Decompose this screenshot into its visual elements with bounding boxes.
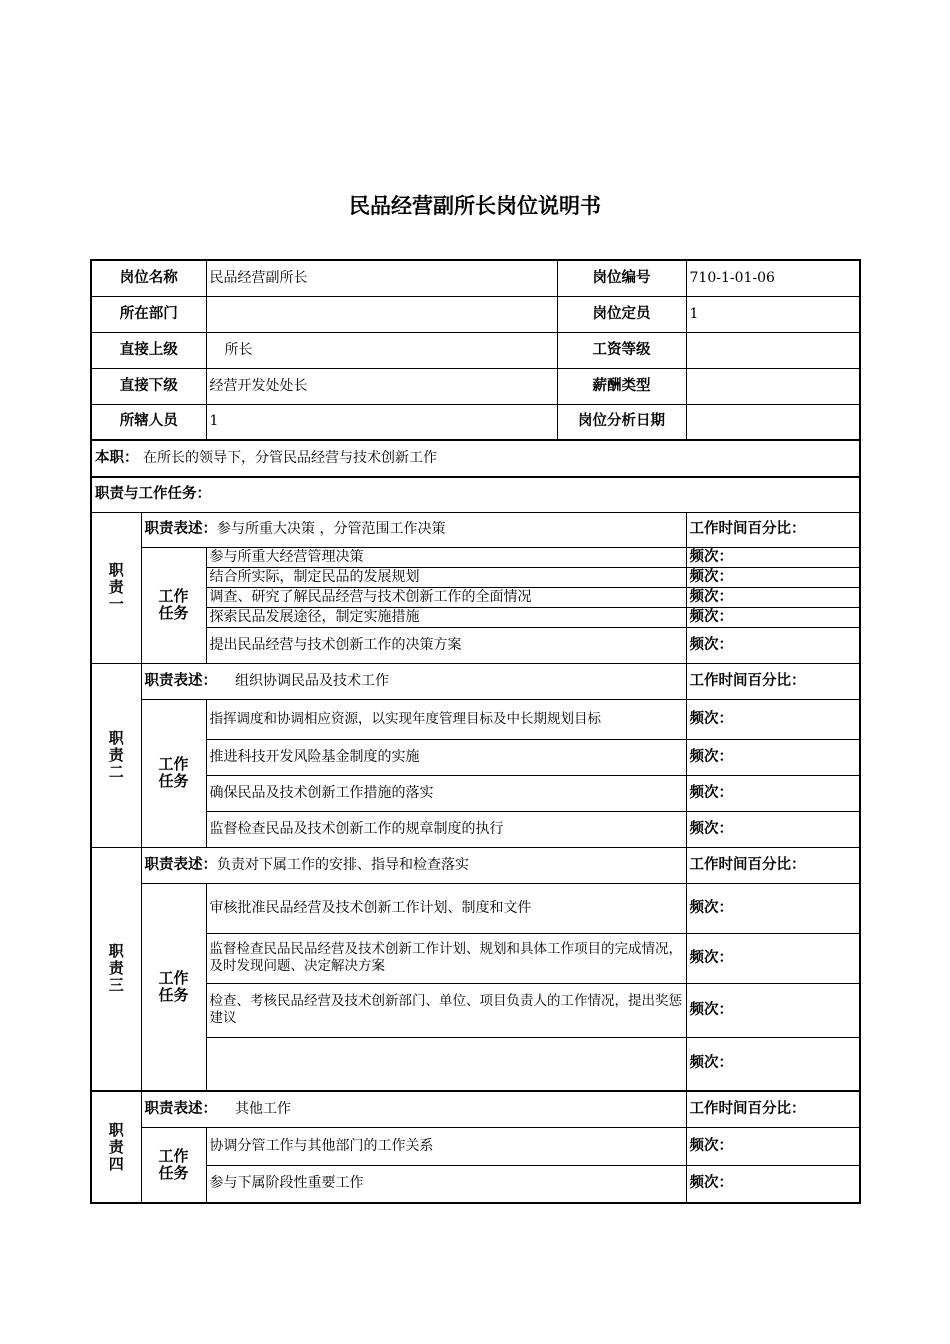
page-title: 民品经营副所长岗位说明书 bbox=[349, 194, 601, 218]
date-label: 岗位分析日期 bbox=[557, 404, 686, 440]
task-text: 指挥调度和协调相应资源，以实现年度管理目标及中长期规划目标 bbox=[206, 699, 686, 739]
task-text: 审核批准民品经营及技术创新工作计划、制度和文件 bbox=[206, 883, 686, 933]
task-row bbox=[91, 627, 860, 663]
pay-value bbox=[686, 368, 860, 404]
date-value bbox=[686, 404, 860, 440]
info-row bbox=[91, 404, 860, 440]
info-row bbox=[91, 332, 860, 368]
task-label-cell: 工作 任务 bbox=[141, 547, 206, 663]
task-text: 推进科技开发风险基金制度的实施 bbox=[206, 739, 686, 775]
dept-label: 所在部门 bbox=[91, 296, 206, 332]
task-row bbox=[91, 775, 860, 811]
freq-label: 频次： bbox=[686, 699, 860, 739]
code-value: 710-1-01-06 bbox=[686, 260, 860, 296]
freq-label: 频次： bbox=[686, 1037, 860, 1091]
superior-label: 直接上级 bbox=[91, 332, 206, 368]
freq-label: 频次： bbox=[686, 1165, 860, 1203]
pct-label: 工作时间百分比： bbox=[686, 663, 860, 699]
quota-label: 岗位定员 bbox=[557, 296, 686, 332]
freq-label: 频次： bbox=[686, 983, 860, 1037]
duty-statement-row: 职 责 一 职责表述：参与所重大决策 ，分管范围工作决策 工作时间百分比： bbox=[91, 512, 860, 547]
task-text: 协调分管工作与其他部门的工作关系 bbox=[206, 1127, 686, 1165]
quota-value: 1 bbox=[686, 296, 860, 332]
task-text bbox=[206, 1037, 686, 1091]
task-row bbox=[91, 699, 860, 739]
pct-label: 工作时间百分比： bbox=[686, 1091, 860, 1127]
freq-label: 频次： bbox=[686, 627, 860, 663]
staff-value: 1 bbox=[206, 404, 557, 440]
superior-value: 所长 bbox=[206, 332, 557, 368]
section-header-row bbox=[91, 477, 860, 512]
task-text: 参与下属阶段性重要工作 bbox=[206, 1165, 686, 1203]
task-text: 确保民品及技术创新工作措施的落实 bbox=[206, 775, 686, 811]
task-text: 参与所重大经营管理决策 bbox=[206, 547, 686, 567]
task-row bbox=[91, 1127, 860, 1165]
duty-text: 在所长的领导下，分管民品经营与技术创新工作 bbox=[142, 450, 437, 466]
pay-label: 薪酬类型 bbox=[557, 368, 686, 404]
info-row bbox=[91, 368, 860, 404]
freq-label: 频次： bbox=[686, 587, 860, 607]
pct-label: 工作时间百分比： bbox=[686, 847, 860, 883]
code-label: 岗位编号 bbox=[557, 260, 686, 296]
task-text: 监督检查民品民品经营及技术创新工作计划、规划和具体工作项目的完成情况，及时发现问题、决定解决方案 bbox=[206, 933, 686, 983]
duty-statement-row: 职 责 四 职责表述： 其他工作 工作时间百分比： bbox=[91, 1091, 860, 1127]
duty-statement: 组织协调民品及技术工作 bbox=[235, 672, 389, 689]
grade-label: 工资等级 bbox=[557, 332, 686, 368]
duty-row bbox=[91, 440, 860, 477]
task-text: 探索民品发展途径，制定实施措施 bbox=[206, 607, 686, 627]
task-row bbox=[91, 567, 860, 587]
duty-number-cell: 职 责 一 bbox=[91, 512, 141, 663]
freq-label: 频次： bbox=[686, 547, 860, 567]
duty-label: 本职： bbox=[95, 450, 139, 466]
task-row bbox=[91, 739, 860, 775]
freq-label: 频次： bbox=[686, 811, 860, 847]
task-label-cell: 工作 任务 bbox=[141, 1127, 206, 1203]
name-label: 岗位名称 bbox=[91, 260, 206, 296]
duty-statement-row: 职 责 二 职责表述： 组织协调民品及技术工作 工作时间百分比： bbox=[91, 663, 860, 699]
subordinate-value: 经营开发处处长 bbox=[206, 368, 557, 404]
task-row bbox=[91, 587, 860, 607]
task-text: 调查、研究了解民品经营与技术创新工作的全面情况 bbox=[206, 587, 686, 607]
dept-value bbox=[206, 296, 557, 332]
job-description-table bbox=[90, 259, 861, 1204]
freq-label: 频次： bbox=[686, 775, 860, 811]
duty-number-cell: 职 责 四 bbox=[91, 1091, 141, 1203]
grade-value bbox=[686, 332, 860, 368]
section-label: 职责与工作任务： bbox=[91, 477, 860, 512]
name-value: 民品经营副所长 bbox=[206, 260, 557, 296]
task-row bbox=[91, 607, 860, 627]
task-text: 提出民品经营与技术创新工作的决策方案 bbox=[206, 627, 686, 663]
task-text: 结合所实际，制定民品的发展规划 bbox=[206, 567, 686, 587]
duty-statement: 其他工作 bbox=[235, 1100, 291, 1117]
task-label-cell: 工作 任务 bbox=[141, 699, 206, 847]
subordinate-label: 直接下级 bbox=[91, 368, 206, 404]
pct-label: 工作时间百分比： bbox=[686, 512, 860, 547]
freq-label: 频次： bbox=[686, 933, 860, 983]
task-row bbox=[91, 1165, 860, 1203]
freq-label: 频次： bbox=[686, 567, 860, 587]
duty-number-cell: 职 责 三 bbox=[91, 847, 141, 1091]
staff-label: 所辖人员 bbox=[91, 404, 206, 440]
task-row bbox=[91, 983, 860, 1037]
task-label-cell: 工作 任务 bbox=[141, 883, 206, 1091]
task-row bbox=[91, 547, 860, 567]
duty-statement: 参与所重大决策 ，分管范围工作决策 bbox=[217, 521, 446, 537]
task-text: 监督检查民品及技术创新工作的规章制度的执行 bbox=[206, 811, 686, 847]
duty-number-cell: 职 责 二 bbox=[91, 663, 141, 847]
task-row bbox=[91, 933, 860, 983]
freq-label: 频次： bbox=[686, 883, 860, 933]
freq-label: 频次： bbox=[686, 607, 860, 627]
task-text: 检查、考核民品经营及技术创新部门、单位、项目负责人的工作情况，提出奖惩建议 bbox=[206, 983, 686, 1037]
freq-label: 频次： bbox=[686, 1127, 860, 1165]
info-row bbox=[91, 260, 860, 296]
info-row bbox=[91, 296, 860, 332]
duty-statement: 负责对下属工作的安排、指导和检查落实 bbox=[217, 856, 469, 873]
task-row bbox=[91, 1037, 860, 1091]
freq-label: 频次： bbox=[686, 739, 860, 775]
task-row bbox=[91, 883, 860, 933]
duty-statement-row: 职 责 三 职责表述：负责对下属工作的安排、指导和检查落实 工作时间百分比： bbox=[91, 847, 860, 883]
task-row bbox=[91, 811, 860, 847]
